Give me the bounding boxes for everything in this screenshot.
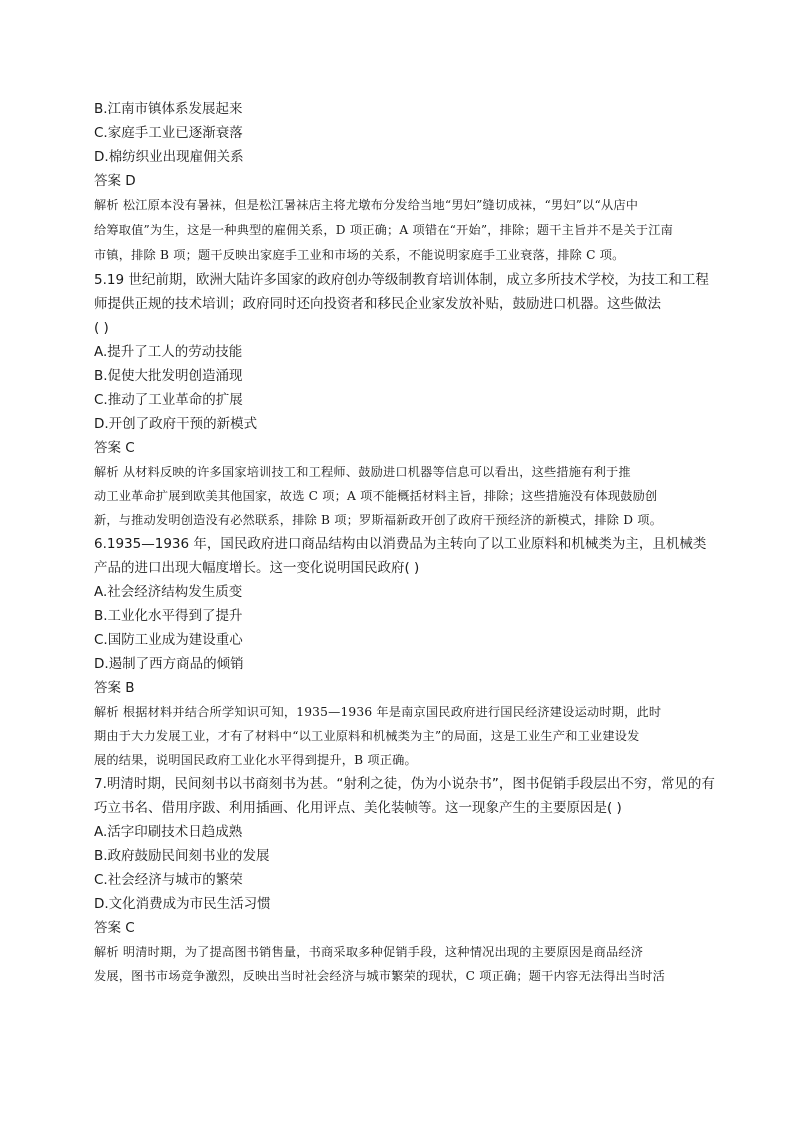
option-a: A.活字印刷技术日趋成熟 [94, 824, 243, 840]
analysis-line: 发展，图书市场竞争激烈，反映出当时社会经济与城市繁荣的现状，C 项正确；题干内容无法得出当时活 [94, 969, 666, 983]
analysis-line: 展的结果，说明国民政府工业化水平得到提升，B 项正确。 [94, 753, 417, 767]
document-content [94, 97, 715, 988]
analysis [94, 460, 700, 532]
answer: 答案 D [94, 173, 136, 189]
answer: 答案 C [94, 920, 135, 936]
option-c: C.家庭手工业已逐渐衰落 [94, 125, 243, 141]
analysis [94, 940, 700, 988]
question-text: 师提供正规的技术培训；政府同时还向投资者和移民企业家发放补贴，鼓励进口机器。这些做法 [94, 296, 661, 312]
analysis-line: 给筹取值”为生，这是一种典型的雇佣关系，D 项正确；A 项错在“开始”，排除；题干主旨并不是关于江南 [94, 223, 674, 237]
question-block-7 [94, 772, 715, 988]
option-c: C.推动了工业革命的扩展 [94, 392, 243, 408]
analysis-line: 期由于大力发展工业，才有了材料中“以工业原料和机械类为主”的局面，这是工业生产和工业建设发 [94, 729, 640, 743]
option-d: D.棉纺织业出现雇佣关系 [94, 149, 244, 165]
answer: 答案 C [94, 440, 135, 456]
option-a: A.提升了工人的劳动技能 [94, 344, 243, 360]
analysis-line: 解析 根据材料并结合所学知识可知，1935—1936 年是南京国民政府进行国民经济建设运动时期，此时 [94, 705, 662, 719]
analysis-line: 解析 松江原本没有暑袜，但是松江暑袜店主将尤墩布分发给当地“男妇”缝切成袜，“男妇”以“从店中 [94, 198, 639, 212]
option-d: D.遏制了西方商品的倾销 [94, 656, 244, 672]
question-text: 产品的进口出现大幅度增长。这一变化说明国民政府( ) [94, 560, 420, 576]
question-block-4 [94, 97, 700, 268]
answer: 答案 B [94, 680, 135, 696]
option-d: D.文化消费成为市民生活习惯 [94, 896, 271, 912]
question-text: 7.明清时期，民间刻书以书商刻书为甚。“射利之徒，伪为小说杂书”，图书促销手段层出不穷，常见的有 [94, 776, 715, 792]
question-text: 5.19 世纪前期，欧洲大陆许多国家的政府创办等级制教育培训体制，成立多所技术学校，为技工和工程 [94, 272, 709, 288]
analysis-line: 动工业革命扩展到欧美其他国家，故选 C 项；A 项不能概括材料主旨，排除；这些措施没有体现鼓励创 [94, 489, 658, 503]
option-b: B.促使大批发明创造涌现 [94, 368, 243, 384]
question-block-5 [94, 268, 709, 532]
question-block-6 [94, 532, 707, 772]
analysis [94, 700, 700, 772]
option-b: B.政府鼓励民间刻书业的发展 [94, 848, 270, 864]
option-c: C.国防工业成为建设重心 [94, 632, 243, 648]
analysis-line: 新，与推动发明创造没有必然联系，排除 B 项；罗斯福新政开创了政府干预经济的新模式，排除 D 项。 [94, 513, 663, 527]
question-text: 6.1935—1936 年，国民政府进口商品结构由以消费品为主转向了以工业原料和机械类为主，且机械类 [94, 536, 707, 552]
analysis-line: 解析 从材料反映的许多国家培训技工和工程师、鼓励进口机器等信息可以看出，这些措施有利于推 [94, 465, 631, 479]
option-b: B.工业化水平得到了提升 [94, 608, 243, 624]
analysis [94, 193, 700, 268]
question-text: ( ) [94, 320, 109, 336]
analysis-line: 市镇，排除 B 项；题干反映出家庭手工业和市场的关系，不能说明家庭手工业衰落，排除 C 项。 [94, 248, 625, 262]
question-text: 巧立书名、借用序跋、利用插画、化用评点、美化装帧等。这一现象产生的主要原因是( ) [94, 800, 622, 816]
option-b: B.江南市镇体系发展起来 [94, 101, 243, 117]
option-d: D.开创了政府干预的新模式 [94, 416, 258, 432]
option-c: C.社会经济与城市的繁荣 [94, 872, 243, 888]
option-a: A.社会经济结构发生质变 [94, 584, 243, 600]
analysis-line: 解析 明清时期，为了提高图书销售量，书商采取多种促销手段，这种情况出现的主要原因是商品经济 [94, 945, 644, 959]
